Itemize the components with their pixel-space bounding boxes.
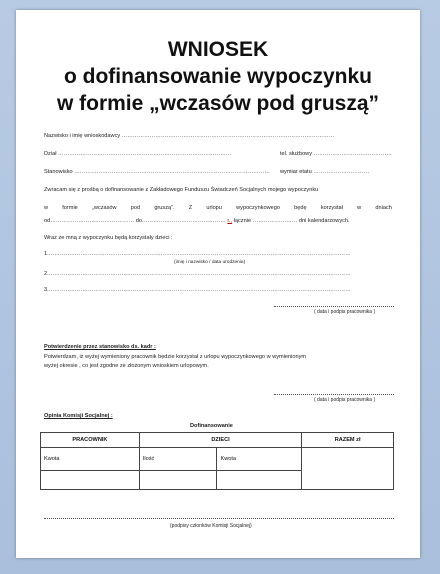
date-marker: r., xyxy=(227,218,233,224)
hr-signature-caption: ( data i podpis pracownika ) xyxy=(314,397,376,403)
word: w xyxy=(44,205,49,211)
cell-children-kwota: Kwota xyxy=(217,448,302,471)
phone-line: tel. służbowy …………………………………… xyxy=(280,151,392,157)
doc-title-line1: WNIOSEK xyxy=(167,38,269,61)
signature-line xyxy=(274,306,394,307)
date-to: do……………………………………… xyxy=(135,218,226,224)
cell-employee-kwota: Kwota xyxy=(41,448,140,471)
word: dniach xyxy=(375,205,392,211)
cell-empty xyxy=(139,471,217,490)
col-header-total: RAZEM zł xyxy=(302,433,394,448)
document-page xyxy=(16,10,420,558)
child-line-1: 1.……………………………………………………………………………………………………………………………………………… xyxy=(44,251,351,257)
signature-line xyxy=(44,518,394,519)
col-header-children: DZIECI xyxy=(139,433,301,448)
word: będę xyxy=(294,205,307,211)
position-line: Stanowisko …………………………………………………………………………………………… xyxy=(44,169,270,175)
department-line: Dział ………………………………………………………………………………… xyxy=(44,151,232,157)
word: urlopu xyxy=(206,205,222,211)
word: formie xyxy=(62,205,78,211)
dates-line xyxy=(44,217,350,225)
cell-children-ilosc: Ilość xyxy=(139,448,217,471)
word: w xyxy=(357,205,362,211)
word: wypoczynkowego xyxy=(236,205,280,211)
applicant-line: Nazwisko i imię wnioskodawcy …………………………………………………………………………………………………… xyxy=(44,133,335,139)
funding-label: Dofinansowanie xyxy=(190,423,233,429)
child-line-2: 2.……………………………………………………………………………………………………………………………………………… xyxy=(44,271,351,277)
date-from: od……………………………………… xyxy=(44,218,135,224)
cell-total xyxy=(302,448,394,490)
hr-confirm-title: Potwierdzenie przez stanowisko ds. kadr : xyxy=(44,344,156,350)
salary-line: wymiar etatu ………………………… xyxy=(280,169,370,175)
col-header-employee: PRACOWNIK xyxy=(41,433,140,448)
employee-signature-caption: ( data i podpis pracownika ) xyxy=(314,309,376,315)
word: Z xyxy=(188,205,193,211)
cell-empty xyxy=(217,471,302,490)
request-line1: Zwracam się z prośbą o dofinansowanie z Zakładowego Funduszu Świadczeń Socjalnych mojego wypoczynku xyxy=(44,187,319,193)
signature-line xyxy=(274,394,394,395)
hr-confirm-text2: wyżej okresie , co jest zgodne ze złożonym wnioskiem urlopowym. xyxy=(44,363,209,369)
child-line-3: 3.……………………………………………………………………………………………………………………………………………… xyxy=(44,287,351,293)
hr-confirm-text1: Potwierdzam, iż wyżej wymieniony pracownik będzie korzystał z urlopu wypoczynkowego w wymienionym xyxy=(44,354,307,360)
request-line2 xyxy=(44,204,392,212)
word: gruszą”. xyxy=(154,205,175,211)
word: „wczasów xyxy=(92,205,117,211)
doc-title-line2: o dofinansowanie wypoczynku xyxy=(63,65,373,88)
cell-empty xyxy=(41,471,140,490)
word: pod xyxy=(130,205,141,211)
doc-title-line3: w formie „wczasów pod gruszą” xyxy=(56,92,380,115)
funding-table xyxy=(40,432,394,490)
committee-title: Opinia Komisji Socjalnej : xyxy=(44,413,113,419)
word: korzystał xyxy=(320,205,343,211)
children-intro: Wraz ze mną z wypoczynku będą korzystały dzieci : xyxy=(44,235,173,241)
date-total: łącznie …………………… dni kalendarzowych. xyxy=(233,218,350,224)
committee-signature-caption: (podpisy członków Komisji Socjalnej) xyxy=(170,523,252,529)
child-hint: (imię i nazwisko / data urodzenia) xyxy=(174,260,246,265)
